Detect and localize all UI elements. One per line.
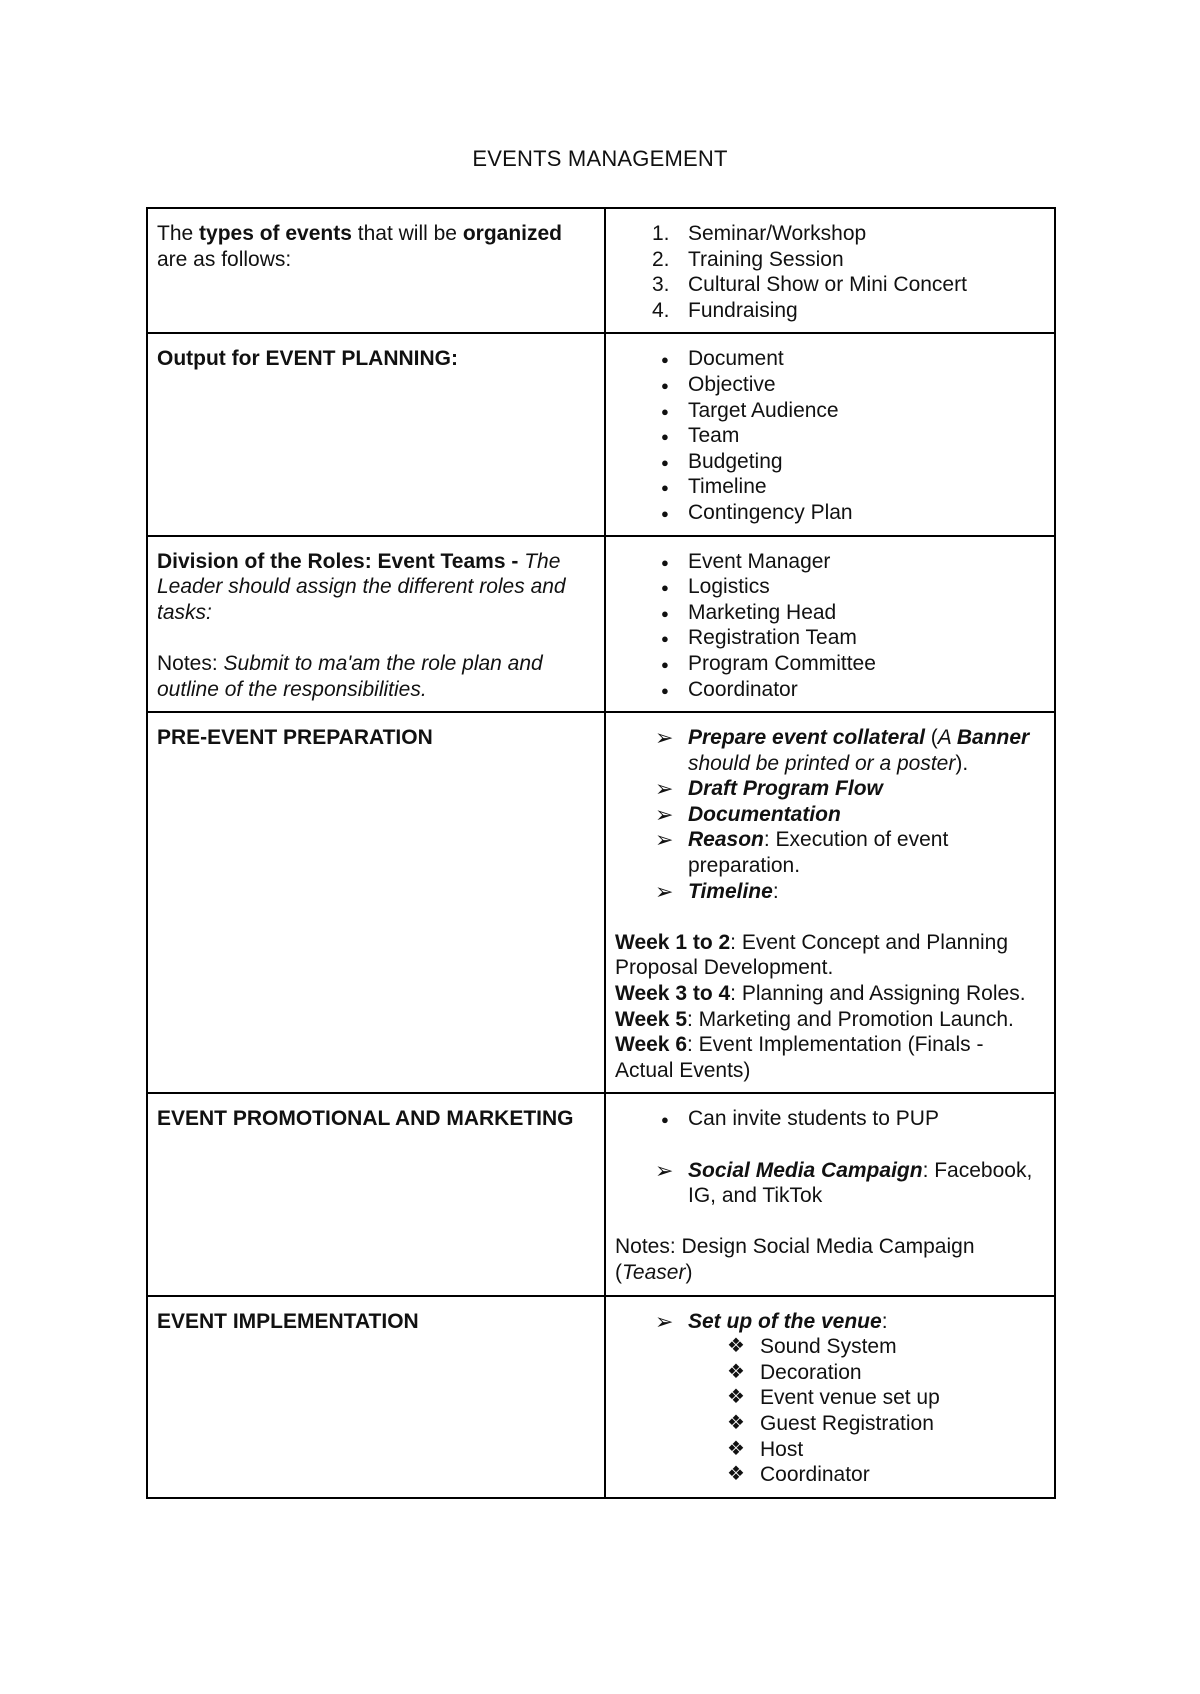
list-item-text: Event Manager — [688, 549, 831, 573]
list-item — [615, 247, 1045, 273]
text-italic: should be printed or a poster — [688, 751, 956, 775]
week-text: : Event Concept and Planning Proposal Development. — [615, 930, 1009, 980]
text: ). — [955, 751, 969, 775]
bullet-icon: ● — [661, 605, 669, 621]
planning-label-cell — [147, 333, 605, 535]
text: : Facebook, IG, and TikTok — [688, 1158, 1033, 1208]
list-item — [615, 802, 1045, 828]
diamond-icon: ❖ — [727, 1437, 745, 1460]
promo-arrow-list — [615, 1158, 1045, 1209]
text: ) — [685, 1260, 693, 1284]
week-text: : Event Implementation (Finals - Actual Events) — [615, 1033, 984, 1082]
list-item — [615, 1462, 1045, 1488]
arrow-icon: ➢ — [655, 725, 674, 751]
list-item-text: Guest Registration — [760, 1411, 934, 1435]
week-label: Week 3 to 4 — [615, 982, 731, 1006]
promo-label: EVENT PROMOTIONAL AND MARKETING — [157, 1107, 574, 1131]
diamond-icon: ❖ — [727, 1463, 745, 1486]
list-item-text: Decoration — [760, 1360, 862, 1384]
bullet-icon: ● — [661, 403, 669, 419]
text-bold: Division of the Roles: Event Teams - — [157, 549, 525, 573]
list-item-text: Budgeting — [688, 449, 783, 473]
list-item — [615, 651, 1045, 677]
list-item-text: Seminar/Workshop — [688, 222, 867, 245]
list-item-text: Training Session — [688, 247, 844, 271]
implementation-label-cell — [147, 1296, 605, 1498]
diamond-icon: ❖ — [727, 1411, 745, 1434]
bullet-icon: ● — [661, 682, 669, 698]
bullet-icon: ● — [661, 377, 669, 393]
list-item-text: Fundraising — [688, 298, 798, 322]
list-number: 3. — [652, 273, 670, 297]
list-item — [615, 272, 1045, 298]
list-item — [615, 725, 1045, 776]
timeline-week — [615, 1032, 1045, 1083]
list-item-text: Coordinator — [688, 677, 798, 701]
text: Notes: Design Social Media Campaign ( — [615, 1235, 975, 1284]
list-item — [615, 423, 1045, 449]
list-item — [615, 1360, 1045, 1386]
planning-list — [615, 346, 1045, 525]
table-row-pre-event — [147, 712, 1055, 1093]
types-list — [615, 221, 1045, 323]
list-item — [615, 221, 1045, 247]
bullet-icon: ● — [661, 554, 669, 570]
promo-notes — [615, 1234, 1045, 1285]
roles-list-cell — [605, 536, 1055, 713]
bullet-icon: ● — [661, 429, 669, 445]
list-item-text: Contingency Plan — [688, 500, 853, 524]
list-item — [615, 1385, 1045, 1411]
implementation-label: EVENT IMPLEMENTATION — [157, 1309, 419, 1333]
text: : — [772, 879, 779, 903]
week-label: Week 6 — [615, 1033, 687, 1057]
types-label — [157, 221, 595, 272]
table-row-implementation — [147, 1296, 1055, 1498]
text-bold-italic: Social Media Campaign — [688, 1158, 923, 1182]
table-row-promo — [147, 1093, 1055, 1295]
list-item-text: Program Committee — [688, 651, 876, 675]
list-item-text: Cultural Show or Mini Concert — [688, 273, 967, 297]
text-bold-italic: Draft Program Flow — [688, 777, 883, 801]
roles-label-cell — [147, 536, 605, 713]
list-item — [615, 600, 1045, 626]
list-item — [615, 1158, 1045, 1209]
text-italic: The Leader should assign the different roles and tasks: — [157, 549, 566, 624]
roles-list — [615, 549, 1045, 703]
text-bold-italic: Documentation — [688, 802, 841, 826]
bullet-icon: ● — [661, 505, 669, 521]
list-item-text: Marketing Head — [688, 600, 837, 624]
list-number: 1. — [652, 222, 670, 245]
arrow-icon: ➢ — [655, 878, 674, 904]
text-bold-italic: Banner — [956, 726, 1030, 750]
timeline-week — [615, 1007, 1045, 1033]
pre-event-content-cell — [605, 712, 1055, 1093]
promo-label-cell — [147, 1093, 605, 1295]
text: The — [157, 222, 200, 245]
list-item — [615, 1106, 1045, 1132]
arrow-icon: ➢ — [655, 827, 674, 853]
bullet-icon: ● — [661, 480, 669, 496]
list-item — [615, 827, 1045, 878]
text-bold-italic: Set up of the venue — [688, 1309, 882, 1333]
list-item-text: Registration Team — [688, 626, 857, 650]
implementation-list — [615, 1309, 1045, 1488]
events-table — [146, 207, 1056, 1499]
implementation-content-cell — [605, 1296, 1055, 1498]
list-item — [615, 574, 1045, 600]
list-item-text: Host — [760, 1437, 804, 1461]
list-item — [615, 1411, 1045, 1437]
list-item-text: Team — [688, 424, 740, 448]
text: : Execution of event preparation. — [688, 828, 949, 878]
list-item — [615, 500, 1045, 526]
list-item — [615, 549, 1045, 575]
list-item — [615, 625, 1045, 651]
page-title: EVENTS MANAGEMENT — [472, 146, 728, 171]
text-italic: Submit to ma'am the role plan and outline of the responsibilities. — [157, 651, 543, 701]
list-item — [615, 449, 1045, 475]
text: : — [881, 1309, 888, 1333]
bullet-icon: ● — [661, 352, 669, 368]
planning-list-cell — [605, 333, 1055, 535]
list-item — [615, 1437, 1045, 1463]
arrow-icon: ➢ — [655, 1308, 674, 1334]
list-item — [615, 677, 1045, 703]
list-item — [615, 298, 1045, 324]
arrow-icon: ➢ — [655, 776, 674, 802]
list-item-text: Objective — [688, 372, 776, 396]
roles-label — [157, 549, 595, 626]
diamond-icon: ❖ — [727, 1335, 745, 1358]
diamond-icon: ❖ — [727, 1360, 745, 1383]
types-list-cell — [605, 208, 1055, 333]
list-item-text: Sound System — [760, 1335, 897, 1359]
arrow-icon: ➢ — [655, 801, 674, 827]
list-item — [615, 372, 1045, 398]
list-item — [615, 474, 1045, 500]
timeline-week — [615, 930, 1045, 981]
arrow-icon: ➢ — [655, 1157, 674, 1183]
list-item — [615, 398, 1045, 424]
text-bold-italic: Reason — [688, 828, 764, 852]
list-item-text: Coordinator — [760, 1463, 870, 1487]
diamond-icon: ❖ — [727, 1386, 745, 1409]
text: are as follows: — [157, 247, 292, 271]
text-bold: types of events — [199, 222, 352, 245]
bullet-icon: ● — [661, 656, 669, 672]
list-item-text: Event venue set up — [760, 1386, 940, 1410]
text-bold: organized — [462, 222, 562, 245]
week-label: Week 5 — [615, 1007, 687, 1031]
week-label: Week 1 to 2 — [615, 930, 731, 954]
list-item — [615, 1309, 1045, 1335]
text: that will be — [351, 222, 463, 245]
list-item — [615, 346, 1045, 372]
bullet-icon: ● — [661, 631, 669, 647]
list-item — [615, 879, 1045, 905]
table-row-planning — [147, 333, 1055, 535]
week-text: : Planning and Assigning Roles. — [730, 982, 1026, 1006]
text-italic: Teaser — [622, 1260, 686, 1284]
text-italic: A — [937, 726, 957, 750]
list-item-text: Document — [688, 347, 784, 371]
table-row-types — [147, 208, 1055, 333]
text-bold-italic: Prepare event collateral — [688, 726, 925, 750]
list-item-text: Logistics — [688, 575, 770, 599]
bullet-icon: ● — [661, 580, 669, 596]
promo-content-cell — [605, 1093, 1055, 1295]
text: ( — [924, 726, 938, 750]
list-number: 2. — [652, 247, 670, 271]
planning-label: Output for EVENT PLANNING: — [157, 347, 458, 371]
table-row-roles — [147, 536, 1055, 713]
text: Notes: — [157, 651, 224, 675]
promo-list — [615, 1106, 1045, 1132]
text-bold-italic: Timeline — [688, 879, 773, 903]
list-number: 4. — [652, 298, 670, 322]
list-item-text: Can invite students to PUP — [688, 1107, 939, 1131]
list-item — [615, 776, 1045, 802]
list-item — [615, 1334, 1045, 1360]
roles-notes — [157, 651, 595, 702]
pre-event-list — [615, 725, 1045, 904]
types-label-cell — [147, 208, 605, 333]
timeline-week — [615, 981, 1045, 1007]
pre-event-label: PRE-EVENT PREPARATION — [157, 726, 433, 750]
list-item-text: Target Audience — [688, 398, 839, 422]
bullet-icon: ● — [661, 1112, 669, 1128]
bullet-icon: ● — [661, 454, 669, 470]
list-item-text: Timeline — [688, 475, 767, 499]
week-text: : Marketing and Promotion Launch. — [687, 1007, 1014, 1031]
pre-event-label-cell — [147, 712, 605, 1093]
